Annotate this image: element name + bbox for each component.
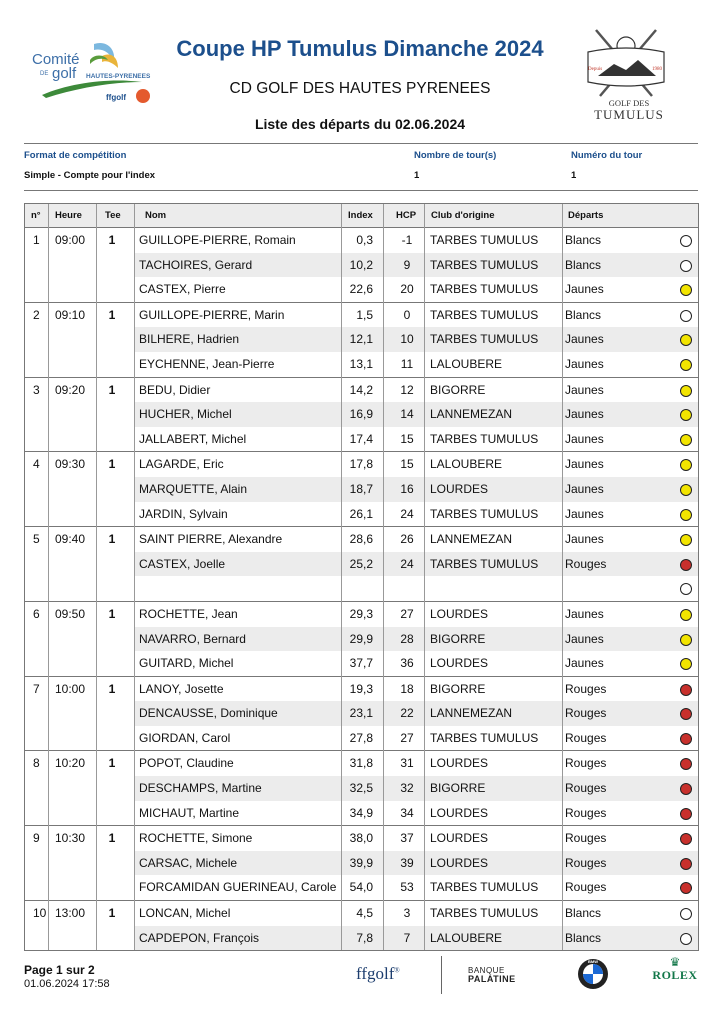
player-hcp: 20 xyxy=(400,282,414,297)
player-hcp: 7 xyxy=(403,930,411,945)
player-club: BIGORRE xyxy=(430,631,486,646)
footer-divider xyxy=(441,956,442,994)
header-departs: Départs xyxy=(568,210,604,221)
header-hcp: HCP xyxy=(396,210,417,221)
rounds-value: 1 xyxy=(414,170,420,181)
table-row xyxy=(25,926,698,951)
player-club: LOURDES xyxy=(430,805,489,820)
player-tee-color: Jaunes xyxy=(565,356,604,371)
table-row xyxy=(25,851,698,876)
header-club: Club d'origine xyxy=(431,210,495,221)
tee-time-group xyxy=(25,451,698,526)
logo-golf-text: golf xyxy=(52,65,77,82)
player-tee-color: Jaunes xyxy=(565,407,604,422)
player-tee-color: Rouges xyxy=(565,556,607,571)
tee-time-group xyxy=(25,228,698,302)
player-tee-color: Blancs xyxy=(565,307,602,322)
player-index: 37,7 xyxy=(349,656,373,671)
tee-marker-icon xyxy=(680,908,692,920)
player-club: LOURDES xyxy=(430,656,489,671)
tee-number: 1 xyxy=(108,831,116,846)
table-row xyxy=(25,378,698,403)
table-row xyxy=(25,527,698,552)
tee-time-group xyxy=(25,825,698,900)
col-divider xyxy=(562,204,563,950)
player-index: 4,5 xyxy=(356,906,373,921)
table-row xyxy=(25,303,698,328)
tee-time-group xyxy=(25,676,698,751)
player-index: 28,6 xyxy=(349,532,373,547)
player-club: LOURDES xyxy=(430,606,489,621)
player-tee-color: Rouges xyxy=(565,730,607,745)
rolex-text: ROLEX xyxy=(652,968,698,982)
tee-number: 1 xyxy=(108,307,116,322)
player-club: LOURDES xyxy=(430,481,489,496)
logo-depuis-text: Depuis xyxy=(588,67,603,72)
player-index: 26,1 xyxy=(349,506,373,521)
player-tee-color: Jaunes xyxy=(565,606,604,621)
player-tee-color: Jaunes xyxy=(565,506,604,521)
player-index: 39,9 xyxy=(349,855,373,870)
header-no: n° xyxy=(31,210,41,221)
player-tee-color: Rouges xyxy=(565,756,607,771)
logo-year-text: 1980 xyxy=(652,67,662,72)
player-tee-color: Jaunes xyxy=(565,481,604,496)
palatine-text: PALATINE xyxy=(468,974,516,984)
tee-number: 1 xyxy=(108,606,116,621)
player-index: 38,0 xyxy=(349,831,373,846)
player-name: TACHOIRES, Gerard xyxy=(139,257,253,272)
tee-marker-icon xyxy=(680,484,692,496)
player-club: LANNEMEZAN xyxy=(430,407,513,422)
tee-time-group xyxy=(25,377,698,452)
crown-icon: ♛ xyxy=(669,955,681,969)
player-index: 29,9 xyxy=(349,631,373,646)
table-row xyxy=(25,651,698,676)
player-name: GIORDAN, Carol xyxy=(139,730,231,745)
tee-marker-icon xyxy=(680,459,692,471)
tee-time: 09:10 xyxy=(55,307,86,322)
table-row xyxy=(25,602,698,627)
player-name: BILHERE, Hadrien xyxy=(139,332,240,347)
group-number: 1 xyxy=(33,233,40,247)
logo-de-text: DE xyxy=(40,71,49,77)
table-row xyxy=(25,576,698,601)
tee-time: 09:40 xyxy=(55,532,86,547)
tee-marker-icon xyxy=(680,310,692,322)
info-top-divider xyxy=(24,143,698,144)
player-tee-color: Rouges xyxy=(565,781,607,796)
table-row xyxy=(25,327,698,352)
player-tee-color: Jaunes xyxy=(565,332,604,347)
tee-time: 09:50 xyxy=(55,606,86,621)
col-divider xyxy=(341,204,342,950)
table-row xyxy=(25,701,698,726)
logo-tumulus-text: TUMULUS xyxy=(594,107,664,122)
col-divider xyxy=(48,204,49,950)
player-index: 31,8 xyxy=(349,756,373,771)
table-body xyxy=(25,228,698,950)
player-name: LONCAN, Michel xyxy=(139,906,231,921)
player-index: 25,2 xyxy=(349,556,373,571)
table-row xyxy=(25,402,698,427)
player-club: TARBES TUMULUS xyxy=(430,233,539,247)
player-tee-color: Rouges xyxy=(565,880,607,895)
player-index: 12,1 xyxy=(349,332,373,347)
player-index: 1,5 xyxy=(356,307,373,322)
table-row xyxy=(25,427,698,452)
tee-time: 09:30 xyxy=(55,457,86,472)
player-hcp: 15 xyxy=(400,457,414,472)
player-index: 14,2 xyxy=(349,382,373,397)
player-hcp: 11 xyxy=(400,356,414,371)
player-club: TARBES TUMULUS xyxy=(430,282,539,297)
golf-des-tumulus-logo xyxy=(574,26,684,126)
player-club: TARBES TUMULUS xyxy=(430,556,539,571)
tee-marker-icon xyxy=(680,858,692,870)
player-tee-color: Rouges xyxy=(565,855,607,870)
player-tee-color: Jaunes xyxy=(565,282,604,297)
ffgolf-text: ffgolf xyxy=(356,964,395,983)
logo-hp-text: HAUTES-PYRENEES xyxy=(86,73,151,80)
player-club: BIGORRE xyxy=(430,781,486,796)
col-divider xyxy=(424,204,425,950)
tee-number: 1 xyxy=(108,233,116,247)
player-hcp: 37 xyxy=(400,831,414,846)
table-row xyxy=(25,552,698,577)
tee-number: 1 xyxy=(108,756,116,771)
player-index: 18,7 xyxy=(349,481,373,496)
player-hcp: 12 xyxy=(400,382,414,397)
player-hcp: 28 xyxy=(400,631,414,646)
player-hcp: 34 xyxy=(400,805,414,820)
player-club: LALOUBERE xyxy=(430,356,503,371)
player-club: LOURDES xyxy=(430,855,489,870)
player-name: GUILLOPE-PIERRE, Marin xyxy=(139,307,285,322)
tee-marker-icon xyxy=(680,833,692,845)
col-divider xyxy=(383,204,384,950)
group-number: 8 xyxy=(33,756,40,771)
tee-marker-icon xyxy=(680,758,692,770)
player-name: DESCHAMPS, Martine xyxy=(139,781,262,796)
round-number-label: Numéro du tour xyxy=(571,150,643,161)
rolex-logo xyxy=(649,956,701,983)
logo-comite-text: Comité xyxy=(32,51,80,68)
player-tee-color: Blancs xyxy=(565,257,602,272)
player-club: TARBES TUMULUS xyxy=(430,431,539,446)
player-club: TARBES TUMULUS xyxy=(430,880,539,895)
table-row xyxy=(25,277,698,302)
player-name: GUITARD, Michel xyxy=(139,656,234,671)
player-club: TARBES TUMULUS xyxy=(430,906,539,921)
tee-marker-icon xyxy=(680,284,692,296)
player-name: MICHAUT, Martine xyxy=(139,805,240,820)
table-row xyxy=(25,352,698,377)
group-number: 3 xyxy=(33,382,40,397)
player-hcp: 53 xyxy=(400,880,414,895)
player-hcp: 18 xyxy=(400,681,414,696)
player-name: CASTEX, Pierre xyxy=(139,282,226,297)
player-hcp: 22 xyxy=(400,706,414,721)
rounds-label: Nombre de tour(s) xyxy=(414,150,497,161)
player-hcp: 24 xyxy=(400,556,414,571)
player-index: 23,1 xyxy=(349,706,373,721)
tee-time: 10:00 xyxy=(55,681,86,696)
player-club: BIGORRE xyxy=(430,382,486,397)
group-number: 7 xyxy=(33,681,40,696)
tee-marker-icon xyxy=(680,583,692,595)
player-name: POPOT, Claudine xyxy=(139,756,234,771)
tee-time: 09:20 xyxy=(55,382,86,397)
player-name: NAVARRO, Bernard xyxy=(139,631,246,646)
tee-time-group xyxy=(25,526,698,601)
table-row xyxy=(25,253,698,278)
player-club: TARBES TUMULUS xyxy=(430,730,539,745)
player-hcp: 27 xyxy=(400,606,414,621)
tee-marker-icon xyxy=(680,609,692,621)
table-row xyxy=(25,677,698,702)
tee-time-group xyxy=(25,302,698,377)
round-number-value: 1 xyxy=(571,170,577,181)
player-club: TARBES TUMULUS xyxy=(430,257,539,272)
player-name: FORCAMIDAN GUERINEAU, Carole xyxy=(139,880,337,895)
organizer-name: CD GOLF DES HAUTES PYRENEES xyxy=(229,80,491,97)
table-row xyxy=(25,901,698,926)
player-index: 13,1 xyxy=(349,356,373,371)
player-name: EYCHENNE, Jean-Pierre xyxy=(139,356,275,371)
player-club: LALOUBERE xyxy=(430,930,503,945)
table-row xyxy=(25,875,698,900)
format-label: Format de compétition xyxy=(24,150,127,161)
tee-marker-icon xyxy=(680,434,692,446)
header-tee: Tee xyxy=(105,210,121,221)
group-number: 6 xyxy=(33,606,40,621)
player-hcp: 31 xyxy=(400,756,414,771)
group-number: 10 xyxy=(33,906,47,921)
start-list-title: Liste des départs du 02.06.2024 xyxy=(254,116,466,132)
header-index: Index xyxy=(348,210,373,221)
tee-marker-icon xyxy=(680,882,692,894)
player-club: LOURDES xyxy=(430,831,489,846)
player-tee-color: Jaunes xyxy=(565,656,604,671)
col-divider xyxy=(96,204,97,950)
player-hcp: 10 xyxy=(400,332,414,347)
player-hcp: 24 xyxy=(400,506,414,521)
player-hcp: 26 xyxy=(400,532,414,547)
player-tee-color: Jaunes xyxy=(565,382,604,397)
table-row xyxy=(25,826,698,851)
player-hcp: 32 xyxy=(400,781,414,796)
player-club: LOURDES xyxy=(430,756,489,771)
page-indicator: Page 1 sur 2 xyxy=(24,963,95,977)
player-club: TARBES TUMULUS xyxy=(430,506,539,521)
player-name: CASTEX, Joelle xyxy=(139,556,226,571)
player-index: 27,8 xyxy=(349,730,373,745)
group-number: 9 xyxy=(33,831,40,846)
player-tee-color: Blancs xyxy=(565,930,602,945)
tee-marker-icon xyxy=(680,559,692,571)
player-index: 54,0 xyxy=(349,880,373,895)
player-tee-color: Blancs xyxy=(565,233,602,247)
player-name: LAGARDE, Eric xyxy=(139,457,224,472)
player-tee-color: Rouges xyxy=(565,681,607,696)
player-name: DENCAUSSE, Dominique xyxy=(139,706,278,721)
tee-marker-icon xyxy=(680,808,692,820)
table-row xyxy=(25,801,698,826)
player-hcp: 14 xyxy=(400,407,414,422)
format-value: Simple - Compte pour l'index xyxy=(24,170,156,181)
table-row xyxy=(25,452,698,477)
player-hcp: 3 xyxy=(403,906,411,921)
banque-palatine-logo xyxy=(468,966,516,984)
player-tee-color: Rouges xyxy=(565,831,607,846)
table-row xyxy=(25,502,698,527)
tee-marker-icon xyxy=(680,634,692,646)
tee-number: 1 xyxy=(108,906,116,921)
player-index: 19,3 xyxy=(349,681,373,696)
player-name: LANOY, Josette xyxy=(139,681,224,696)
player-hcp: 16 xyxy=(400,481,414,496)
tee-time-group xyxy=(25,750,698,825)
group-number: 2 xyxy=(33,307,40,322)
player-name: ROCHETTE, Simone xyxy=(139,831,253,846)
tee-marker-icon xyxy=(680,684,692,696)
player-name: ROCHETTE, Jean xyxy=(139,606,238,621)
table-row xyxy=(25,627,698,652)
tee-marker-icon xyxy=(680,260,692,272)
print-date: 01.06.2024 17:58 xyxy=(24,978,110,990)
table-row xyxy=(25,751,698,776)
player-name: JALLABERT, Michel xyxy=(139,431,247,446)
player-club: LANNEMEZAN xyxy=(430,532,513,547)
player-tee-color: Rouges xyxy=(565,706,607,721)
tee-marker-icon xyxy=(680,359,692,371)
tee-marker-icon xyxy=(680,933,692,945)
player-index: 16,9 xyxy=(349,407,373,422)
player-hcp: 0 xyxy=(403,307,411,322)
tee-marker-icon xyxy=(680,509,692,521)
player-name: HUCHER, Michel xyxy=(139,407,232,422)
player-club: TARBES TUMULUS xyxy=(430,307,539,322)
player-index xyxy=(341,576,373,601)
table-row xyxy=(25,477,698,502)
player-tee-color: Blancs xyxy=(565,906,602,921)
player-hcp: -1 xyxy=(401,233,413,247)
tee-number: 1 xyxy=(108,382,116,397)
player-tee-color: Jaunes xyxy=(565,532,604,547)
tee-marker-icon xyxy=(680,658,692,670)
player-name: MARQUETTE, Alain xyxy=(139,481,248,496)
player-index: 17,8 xyxy=(349,457,373,472)
bmw-text: BMW xyxy=(588,959,598,965)
table-row xyxy=(25,228,698,253)
tee-marker-icon xyxy=(680,385,692,397)
logo-golf-des-text: GOLF DES xyxy=(608,98,650,108)
player-name: BEDU, Didier xyxy=(139,382,211,397)
player-name: CARSAC, Michele xyxy=(139,855,238,870)
player-hcp: 9 xyxy=(403,257,411,272)
table-header xyxy=(25,204,698,228)
tee-time: 10:20 xyxy=(55,756,86,771)
header-heure: Heure xyxy=(55,210,82,221)
player-hcp: 27 xyxy=(400,730,414,745)
player-club: LANNEMEZAN xyxy=(430,706,513,721)
tee-time: 09:00 xyxy=(55,233,86,247)
banque-text: BANQUE xyxy=(468,966,505,975)
tee-marker-icon xyxy=(680,733,692,745)
player-club: LALOUBERE xyxy=(430,457,503,472)
tee-time-group xyxy=(25,900,698,950)
player-tee-color: Rouges xyxy=(565,805,607,820)
player-tee-color: Jaunes xyxy=(565,457,604,472)
tee-number: 1 xyxy=(108,457,116,472)
player-tee-color: Jaunes xyxy=(565,631,604,646)
player-index: 7,8 xyxy=(356,930,373,945)
group-number: 4 xyxy=(33,457,40,472)
player-hcp: 39 xyxy=(400,855,414,870)
player-index: 32,5 xyxy=(349,781,373,796)
table-row xyxy=(25,726,698,751)
player-index: 29,3 xyxy=(349,606,373,621)
player-club: TARBES TUMULUS xyxy=(430,332,539,347)
logo-ffgolf-text: ffgolf xyxy=(106,93,126,102)
tee-marker-icon xyxy=(680,534,692,546)
tee-marker-icon xyxy=(680,783,692,795)
group-number: 5 xyxy=(33,532,40,547)
tee-time-group xyxy=(25,601,698,676)
ffgolf-logo: ffgolf® xyxy=(356,964,400,983)
player-index: 22,6 xyxy=(349,282,373,297)
player-name: CAPDEPON, François xyxy=(139,930,260,945)
tee-time: 10:30 xyxy=(55,831,86,846)
header-nom: Nom xyxy=(145,210,167,221)
player-index: 10,2 xyxy=(349,257,373,272)
player-index: 34,9 xyxy=(349,805,373,820)
info-bottom-divider xyxy=(24,190,698,191)
bmw-logo xyxy=(577,958,609,993)
col-divider xyxy=(134,204,135,950)
player-index: 0,3 xyxy=(356,233,373,247)
player-club: BIGORRE xyxy=(430,681,486,696)
tee-number: 1 xyxy=(108,532,116,547)
player-index: 17,4 xyxy=(349,431,373,446)
player-name: GUILLOPE-PIERRE, Romain xyxy=(139,233,296,247)
player-name: SAINT PIERRE, Alexandre xyxy=(139,532,283,547)
page-title: Coupe HP Tumulus Dimanche 2024 xyxy=(176,36,544,61)
player-hcp: 36 xyxy=(400,656,414,671)
player-hcp: 15 xyxy=(400,431,414,446)
tee-marker-icon xyxy=(680,235,692,247)
player-hcp xyxy=(385,576,429,601)
start-list-table xyxy=(24,203,699,951)
player-tee-color: Jaunes xyxy=(565,431,604,446)
player-name: JARDIN, Sylvain xyxy=(139,506,228,521)
table-row xyxy=(25,776,698,801)
tee-time: 13:00 xyxy=(55,906,86,921)
tee-number: 1 xyxy=(108,681,116,696)
